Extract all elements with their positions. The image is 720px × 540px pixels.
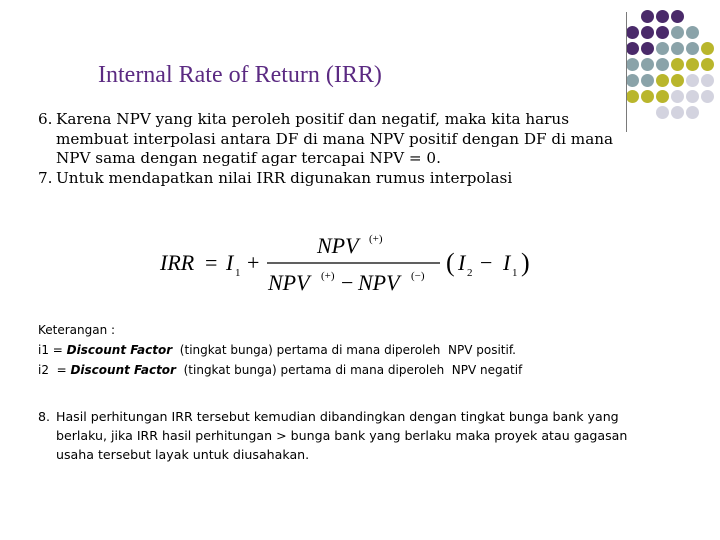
decor-dot [641, 10, 654, 23]
decor-dot [701, 42, 714, 55]
decor-dot [671, 26, 684, 39]
formula-denominator-sup1: (+) [321, 270, 335, 282]
decor-dot [641, 74, 654, 87]
decor-dot [641, 90, 654, 103]
formula-i2: I [458, 250, 466, 275]
legend-heading: Keterangan : [38, 323, 116, 337]
decor-dot [626, 90, 639, 103]
decor-dot [671, 58, 684, 71]
formula-sub2: 2 [467, 267, 473, 279]
decor-dot [626, 26, 639, 39]
decor-dot [656, 42, 669, 55]
formula-denominator-minus: − [341, 270, 354, 295]
decor-dot [656, 58, 669, 71]
formula-numerator-sup: (+) [369, 233, 383, 245]
decor-dot [641, 26, 654, 39]
legend [38, 320, 638, 380]
formula-sub1b: 1 [512, 267, 518, 279]
decor-dot [656, 10, 669, 23]
decor-dot [671, 106, 684, 119]
formula-i1b: I [503, 250, 511, 275]
list-item [38, 169, 618, 189]
decor-dot [641, 42, 654, 55]
point-8 [38, 407, 638, 464]
decor-dot [686, 74, 699, 87]
decor-dot [626, 42, 639, 55]
list-item [38, 407, 638, 464]
formula-lhs: IRR [160, 250, 195, 275]
decor-dot [701, 74, 714, 87]
decor-dot [626, 58, 639, 71]
formula-rparen: ) [521, 248, 530, 277]
legend-term: Discount Factor [70, 363, 176, 377]
formula-i1: I [226, 250, 234, 275]
formula-sub1: 1 [235, 267, 241, 279]
item-text: Untuk mendapatkan nilai IRR digunakan rumus interpolasi [56, 168, 513, 187]
legend-rest: (tingkat bunga) pertama di mana diperoleh NPV negatif [175, 363, 523, 377]
decor-dot [686, 90, 699, 103]
decorative-dot-grid [638, 10, 718, 120]
legend-line [38, 360, 638, 380]
decor-dot [656, 74, 669, 87]
item-number: 7. [38, 168, 53, 187]
item-number: 6. [38, 110, 53, 128]
legend-prefix: i1 = [38, 343, 67, 357]
point-list [38, 110, 618, 188]
decor-dot [626, 74, 639, 87]
decor-dot [671, 74, 684, 87]
decor-dot [671, 90, 684, 103]
formula-plus: + [247, 250, 260, 275]
irr-formula [155, 225, 545, 300]
decor-dot [656, 90, 669, 103]
decor-dot [671, 10, 684, 23]
decor-dot [686, 42, 699, 55]
item-text: Hasil perhitungan IRR tersebut kemudian dibandingkan dengan tingkat bunga bank yang berlaku, jika IRR hasil perhitungan > bunga bank yang berlaku maka proyek atau gagasan usaha tersebut layak untuk diusahakan. [56, 409, 628, 462]
decor-dot [686, 106, 699, 119]
decor-dot [701, 58, 714, 71]
divider-line [626, 12, 627, 132]
item-text: Karena NPV yang kita peroleh positif dan negatif, maka kita harus membuat interpolasi antara DF di mana NPV positif dengan DF di mana NPV sama dengan negatif agar tercapai NPV = 0. [56, 110, 614, 167]
formula-numerator-npv: NPV [317, 233, 359, 258]
formula-denominator-npv1: NPV [268, 270, 310, 295]
slide-title: Internal Rate of Return (IRR) [98, 62, 382, 88]
item-number: 8. [38, 409, 51, 424]
formula-lparen: ( [446, 248, 455, 277]
legend-rest: (tingkat bunga) pertama di mana diperoleh NPV positif. [172, 343, 516, 357]
formula-equals: = [205, 250, 218, 275]
formula-minus: − [480, 250, 493, 275]
decor-dot [701, 90, 714, 103]
decor-dot [671, 42, 684, 55]
decor-dot [686, 26, 699, 39]
decor-dot [656, 26, 669, 39]
formula-denominator-sup2: (−) [411, 270, 425, 282]
legend-line [38, 340, 638, 360]
list-item [38, 110, 618, 169]
decor-dot [686, 58, 699, 71]
formula-denominator-npv2: NPV [358, 270, 400, 295]
decor-dot [641, 58, 654, 71]
decor-dot [656, 106, 669, 119]
legend-prefix: i2 = [38, 363, 71, 377]
legend-term: Discount Factor [66, 343, 173, 357]
